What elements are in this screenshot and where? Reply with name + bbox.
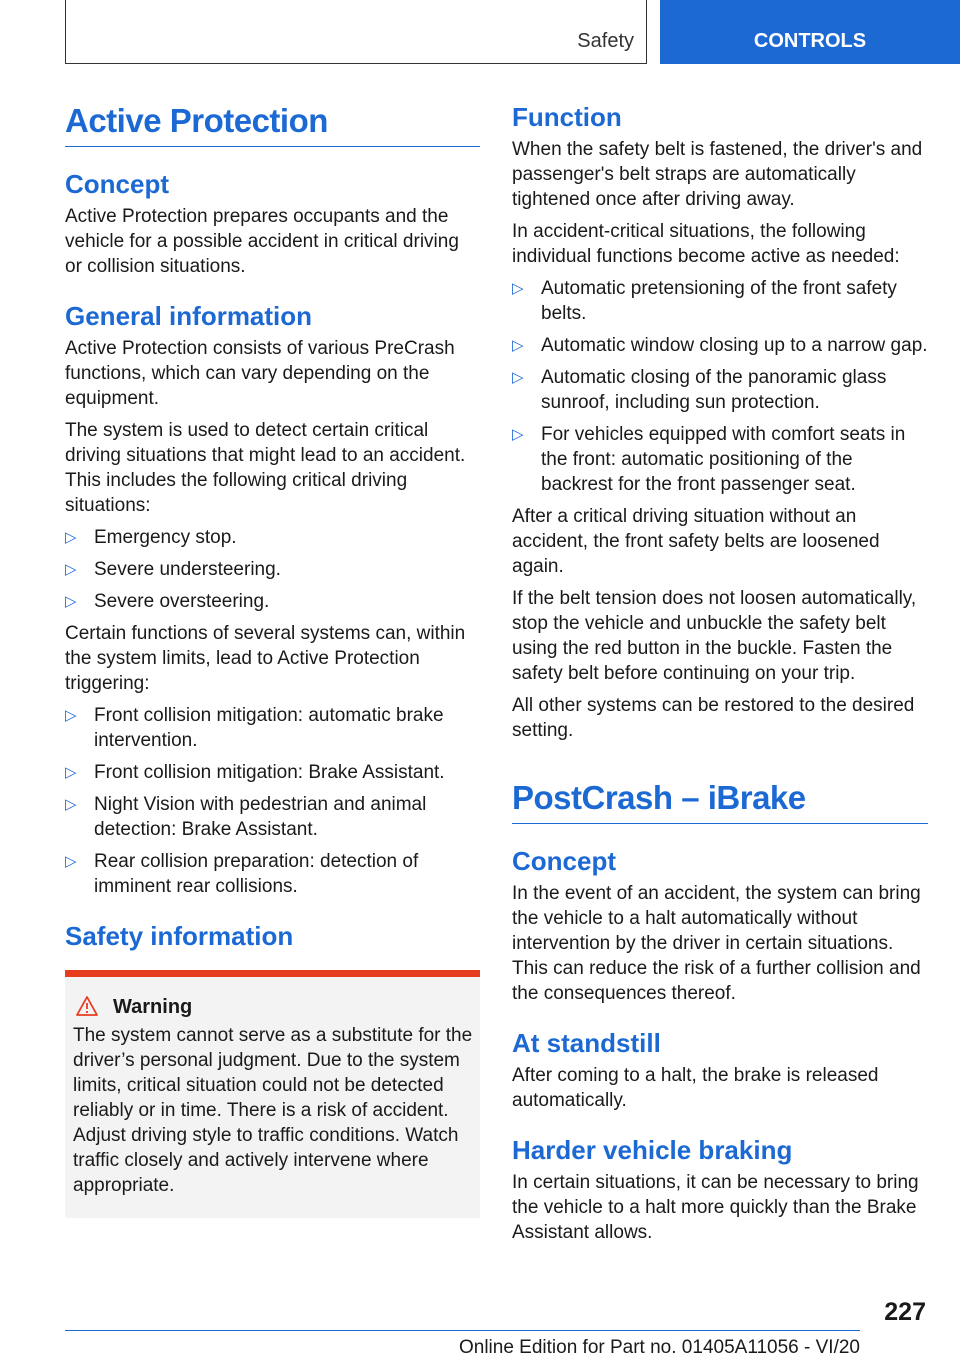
header-section-box	[65, 0, 647, 64]
bullet-icon: ▷	[65, 561, 77, 578]
general-paragraph-1: Active Protection consists of various PreCrash functions, which can vary depending on the equipment.	[65, 338, 455, 409]
page-number: 227	[884, 1298, 926, 1326]
bullet-icon: ▷	[65, 593, 77, 610]
list-item: ▷ Front collision mitigation: automatic brake intervention.	[65, 705, 444, 751]
page-title-active-protection: Active Protection	[65, 102, 480, 147]
individual-functions-list	[512, 276, 928, 497]
function-paragraph-3: After a critical driving situation without an accident, the front safety belts are loosened again.	[512, 506, 880, 577]
heading-concept-ibrake: Concept	[512, 846, 616, 876]
concept-text: Active Protection prepares occupants and the vehicle for a possible accident in critical driving or collision situations.	[65, 206, 459, 277]
title-postcrash-ibrake: PostCrash – iBrake	[512, 779, 928, 824]
bullet-icon: ▷	[65, 796, 77, 813]
general-paragraph-2: The system is used to detect certain critical driving situations that might lead to an accident. This includes the following critical driving situations:	[65, 420, 466, 516]
header-chapter-label: CONTROLS	[753, 30, 867, 52]
list-item: ▷ Severe oversteering.	[65, 591, 270, 612]
function-paragraph-2: In accident-critical situations, the following individual functions become active as needed:	[512, 221, 900, 267]
function-paragraph-5: All other systems can be restored to the desired setting.	[512, 695, 915, 741]
header-section-label: Safety	[577, 30, 634, 52]
warning-header	[73, 995, 474, 1019]
warning-box	[65, 970, 480, 1218]
header-chapter-tab	[660, 0, 960, 64]
bullet-icon: ▷	[512, 337, 524, 354]
bullet-icon: ▷	[65, 764, 77, 781]
list-item: ▷ Rear collision preparation: detection of imminent rear collisions.	[65, 851, 419, 897]
heading-concept: Concept	[65, 169, 169, 199]
warning-triangle-icon	[73, 995, 113, 1019]
bullet-icon: ▷	[65, 529, 77, 546]
heading-function: Function	[512, 102, 622, 132]
heading-at-standstill: At standstill	[512, 1028, 661, 1058]
list-item: ▷ Emergency stop.	[65, 527, 237, 548]
list-item: ▷ For vehicles equipped with comfort seats in the front: automatic positioning of the backrest for the front passenger seat.	[512, 424, 906, 495]
list-item: ▷ Severe understeering.	[65, 559, 281, 580]
heading-general-information: General information	[65, 301, 313, 331]
list-item: ▷ Automatic closing of the panoramic glass sunroof, including sun protection.	[512, 367, 887, 413]
footer-rule	[65, 1330, 860, 1358]
general-paragraph-3: Certain functions of several systems can, within the system limits, lead to Active Protection triggering:	[65, 623, 466, 694]
footer-edition-text: Online Edition for Part no. 01405A11056 - VI/20	[458, 1337, 860, 1358]
list-item: ▷ Night Vision with pedestrian and animal detection: Brake Assistant.	[65, 794, 427, 840]
bullet-icon: ▷	[512, 280, 524, 297]
ibrake-concept-text: In the event of an accident, the system can bring the vehicle to a halt automatically without intervention by the driver in certain situations. This can reduce the risk of a further collision and the consequences thereof.	[512, 883, 921, 1004]
list-item: ▷ Front collision mitigation: Brake Assistant.	[65, 762, 445, 783]
heading-harder-vehicle-braking: Harder vehicle braking	[512, 1135, 793, 1165]
function-paragraph-1: When the safety belt is fastened, the driver's and passenger's belt straps are automatically tightened once after driving away.	[512, 139, 923, 210]
critical-situations-list	[65, 525, 480, 614]
function-paragraph-4: If the belt tension does not loosen automatically, stop the vehicle and unbuckle the safety belt using the red button in the buckle. Fasten the safety belt before continuing on your trip.	[512, 588, 917, 684]
left-column	[65, 102, 480, 1218]
warning-title: Warning	[113, 995, 193, 1018]
right-column	[512, 102, 928, 1252]
trigger-functions-list	[65, 703, 480, 899]
heading-safety-information: Safety information	[65, 921, 294, 951]
harder-braking-text: In certain situations, it can be necessary to bring the vehicle to a halt more quickly than the Brake Assistant allows.	[512, 1172, 919, 1243]
list-item: ▷ Automatic pretensioning of the front safety belts.	[512, 278, 897, 324]
bullet-icon: ▷	[512, 369, 524, 386]
standstill-text: After coming to a halt, the brake is released automatically.	[512, 1065, 879, 1111]
list-item: ▷ Automatic window closing up to a narrow gap.	[512, 335, 928, 356]
bullet-icon: ▷	[65, 853, 77, 870]
warning-text: The system cannot serve as a substitute for the driver’s personal judgment. Due to the system limits, critical situation could not be detected reliably or in time. There is a risk of accident. Adjust driving style to traffic conditions. Watch traffic closely and actively intervene where appropriate.	[73, 1025, 473, 1196]
bullet-icon: ▷	[65, 707, 77, 724]
bullet-icon: ▷	[512, 426, 524, 443]
